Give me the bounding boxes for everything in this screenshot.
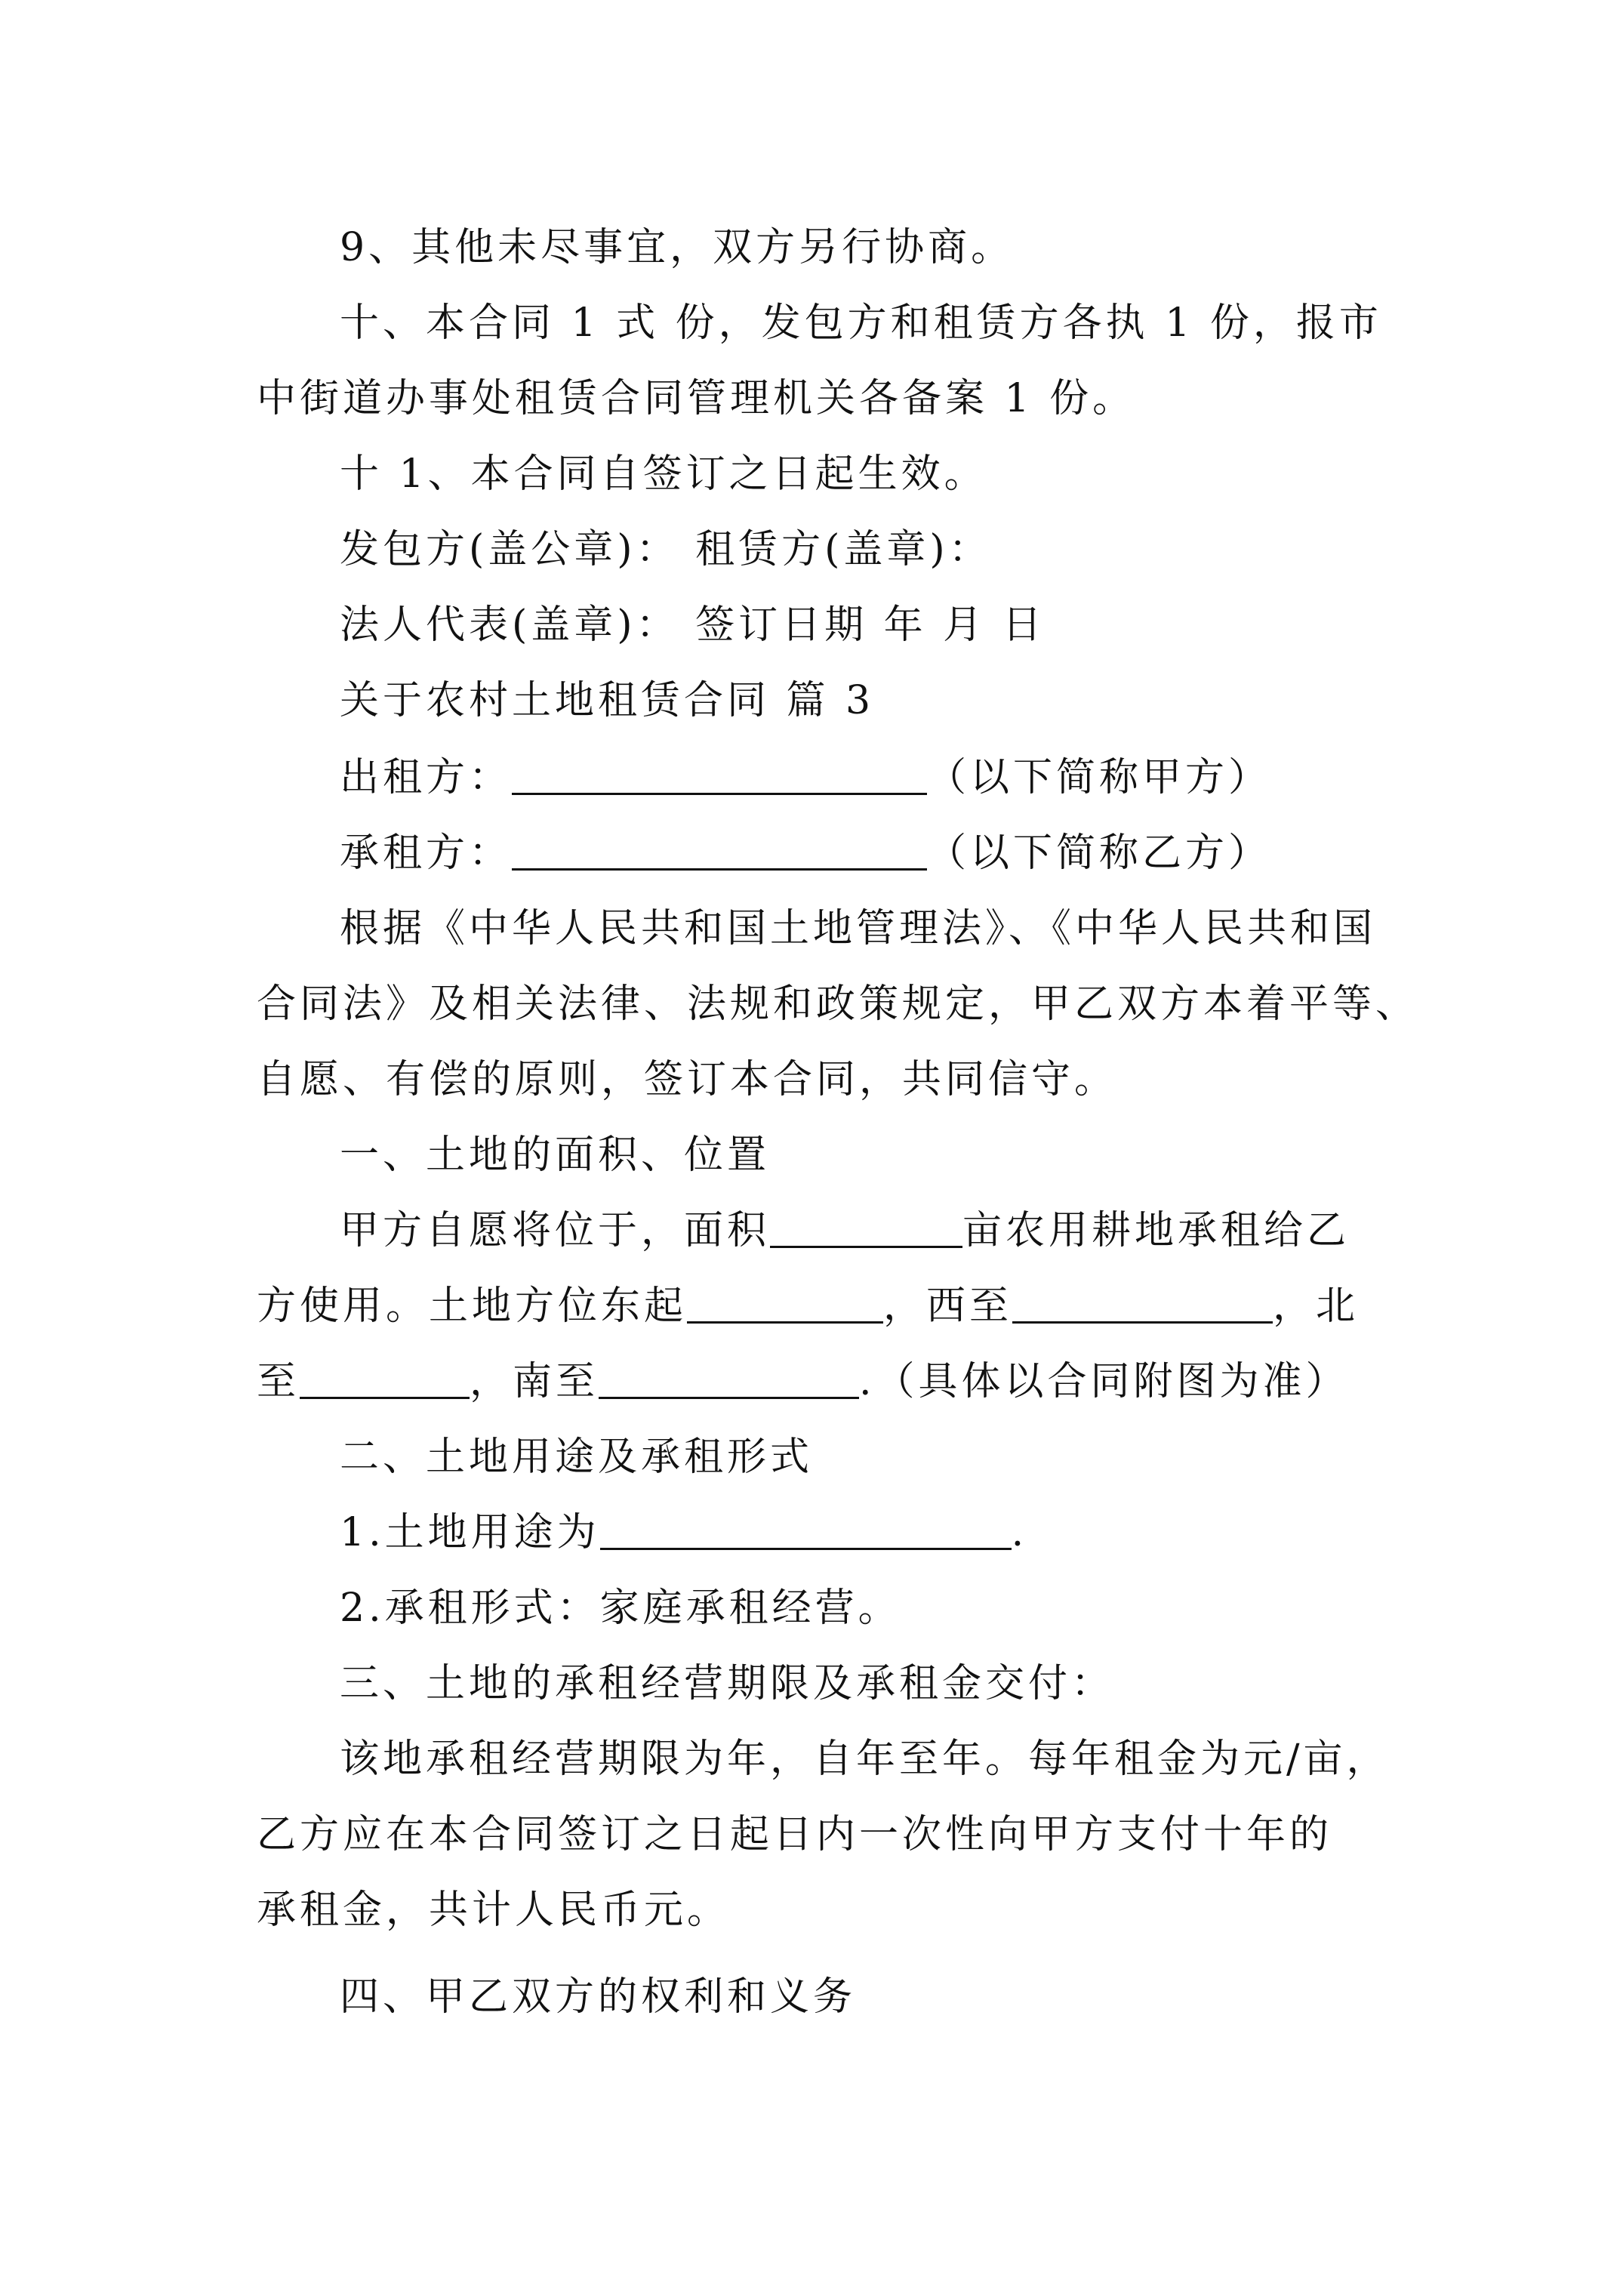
section2-text: .: [1011, 1510, 1028, 1555]
section1-line2: [257, 1284, 1404, 1329]
land-use-blank: [600, 1512, 1012, 1550]
section1-text: 方使用。土地方位东起: [257, 1284, 688, 1329]
section1-text: ，北: [1273, 1284, 1360, 1329]
north-blank: [300, 1361, 470, 1399]
lessee-blank: [512, 832, 927, 871]
lessor-suffix: （以下简称甲方）: [927, 755, 1272, 800]
section3-title: 三、土地的承租经营期限及承租金交付：: [340, 1661, 1115, 1706]
section3-line2: 乙方应在本合同签订之日起日内一次性向甲方支付十年的: [257, 1812, 1333, 1857]
lessee-suffix: （以下简称乙方）: [927, 831, 1272, 876]
clause-9: 9、其他未尽事宜，双方另行协商。: [340, 225, 1015, 270]
preamble-line3: 自愿、有偿的原则，签订本合同，共同信守。: [257, 1057, 1118, 1102]
section3-line1: 该地承租经营期限为年，自年至年。每年租金为元/亩，: [340, 1737, 1390, 1782]
section2-item1: [340, 1510, 1487, 1555]
section4-title: 四、甲乙双方的权利和义务: [340, 1974, 857, 2020]
section2-item2: 2.承租形式：家庭承租经营。: [340, 1586, 901, 1631]
section1-line3: [257, 1359, 1404, 1404]
section3-line3: 承租金，共计人民币元。: [257, 1888, 731, 1933]
clause-10-line2: 中街道办事处租赁合同管理机关各备案 1 份。: [257, 376, 1136, 421]
section1-text: 甲方自愿将位于，面积: [340, 1208, 771, 1253]
section1-line1: [340, 1208, 1487, 1253]
section-heading: 关于农村土地租赁合同 篇 3: [340, 678, 875, 723]
east-blank: [687, 1285, 883, 1324]
clause-11: 十 1、本合同自签订之日起生效。: [340, 451, 987, 497]
preamble-line1: 根据《中华人民共和国土地管理法》、《中华人民共和国: [340, 906, 1377, 951]
signature-date-line: 法人代表(盖章)： 签订日期 年 月 日: [340, 603, 1046, 648]
signature-party-line: 发包方(盖公章)： 租赁方(盖章)：: [340, 527, 992, 572]
section1-text: 至: [257, 1359, 300, 1404]
section1-text: ，西至: [883, 1284, 1013, 1329]
preamble-line2: 合同法》及相关法律、法规和政策规定，甲乙双方本着平等、: [257, 982, 1419, 1027]
lessor-label: 出租方：: [340, 755, 513, 800]
lessee-label: 承租方：: [340, 831, 513, 876]
lessor-blank: [512, 757, 927, 795]
section2-title: 二、土地用途及承租形式: [340, 1435, 814, 1480]
lessee-line: [340, 831, 1487, 876]
south-blank: [599, 1361, 859, 1399]
section1-text: 亩农用耕地承租给乙: [962, 1208, 1350, 1253]
lessor-line: [340, 755, 1487, 800]
section1-text: .（具体以合同附图为准）: [859, 1359, 1349, 1404]
section2-text: 1.土地用途为: [340, 1510, 600, 1555]
area-blank: [770, 1210, 962, 1248]
west-blank: [1012, 1285, 1273, 1324]
section1-text: ，南至: [470, 1359, 599, 1404]
clause-10-line1: 十、本合同 1 式 份，发包方和租赁方各执 1 份，报市: [340, 300, 1382, 346]
section1-title: 一、土地的面积、位置: [340, 1133, 771, 1178]
